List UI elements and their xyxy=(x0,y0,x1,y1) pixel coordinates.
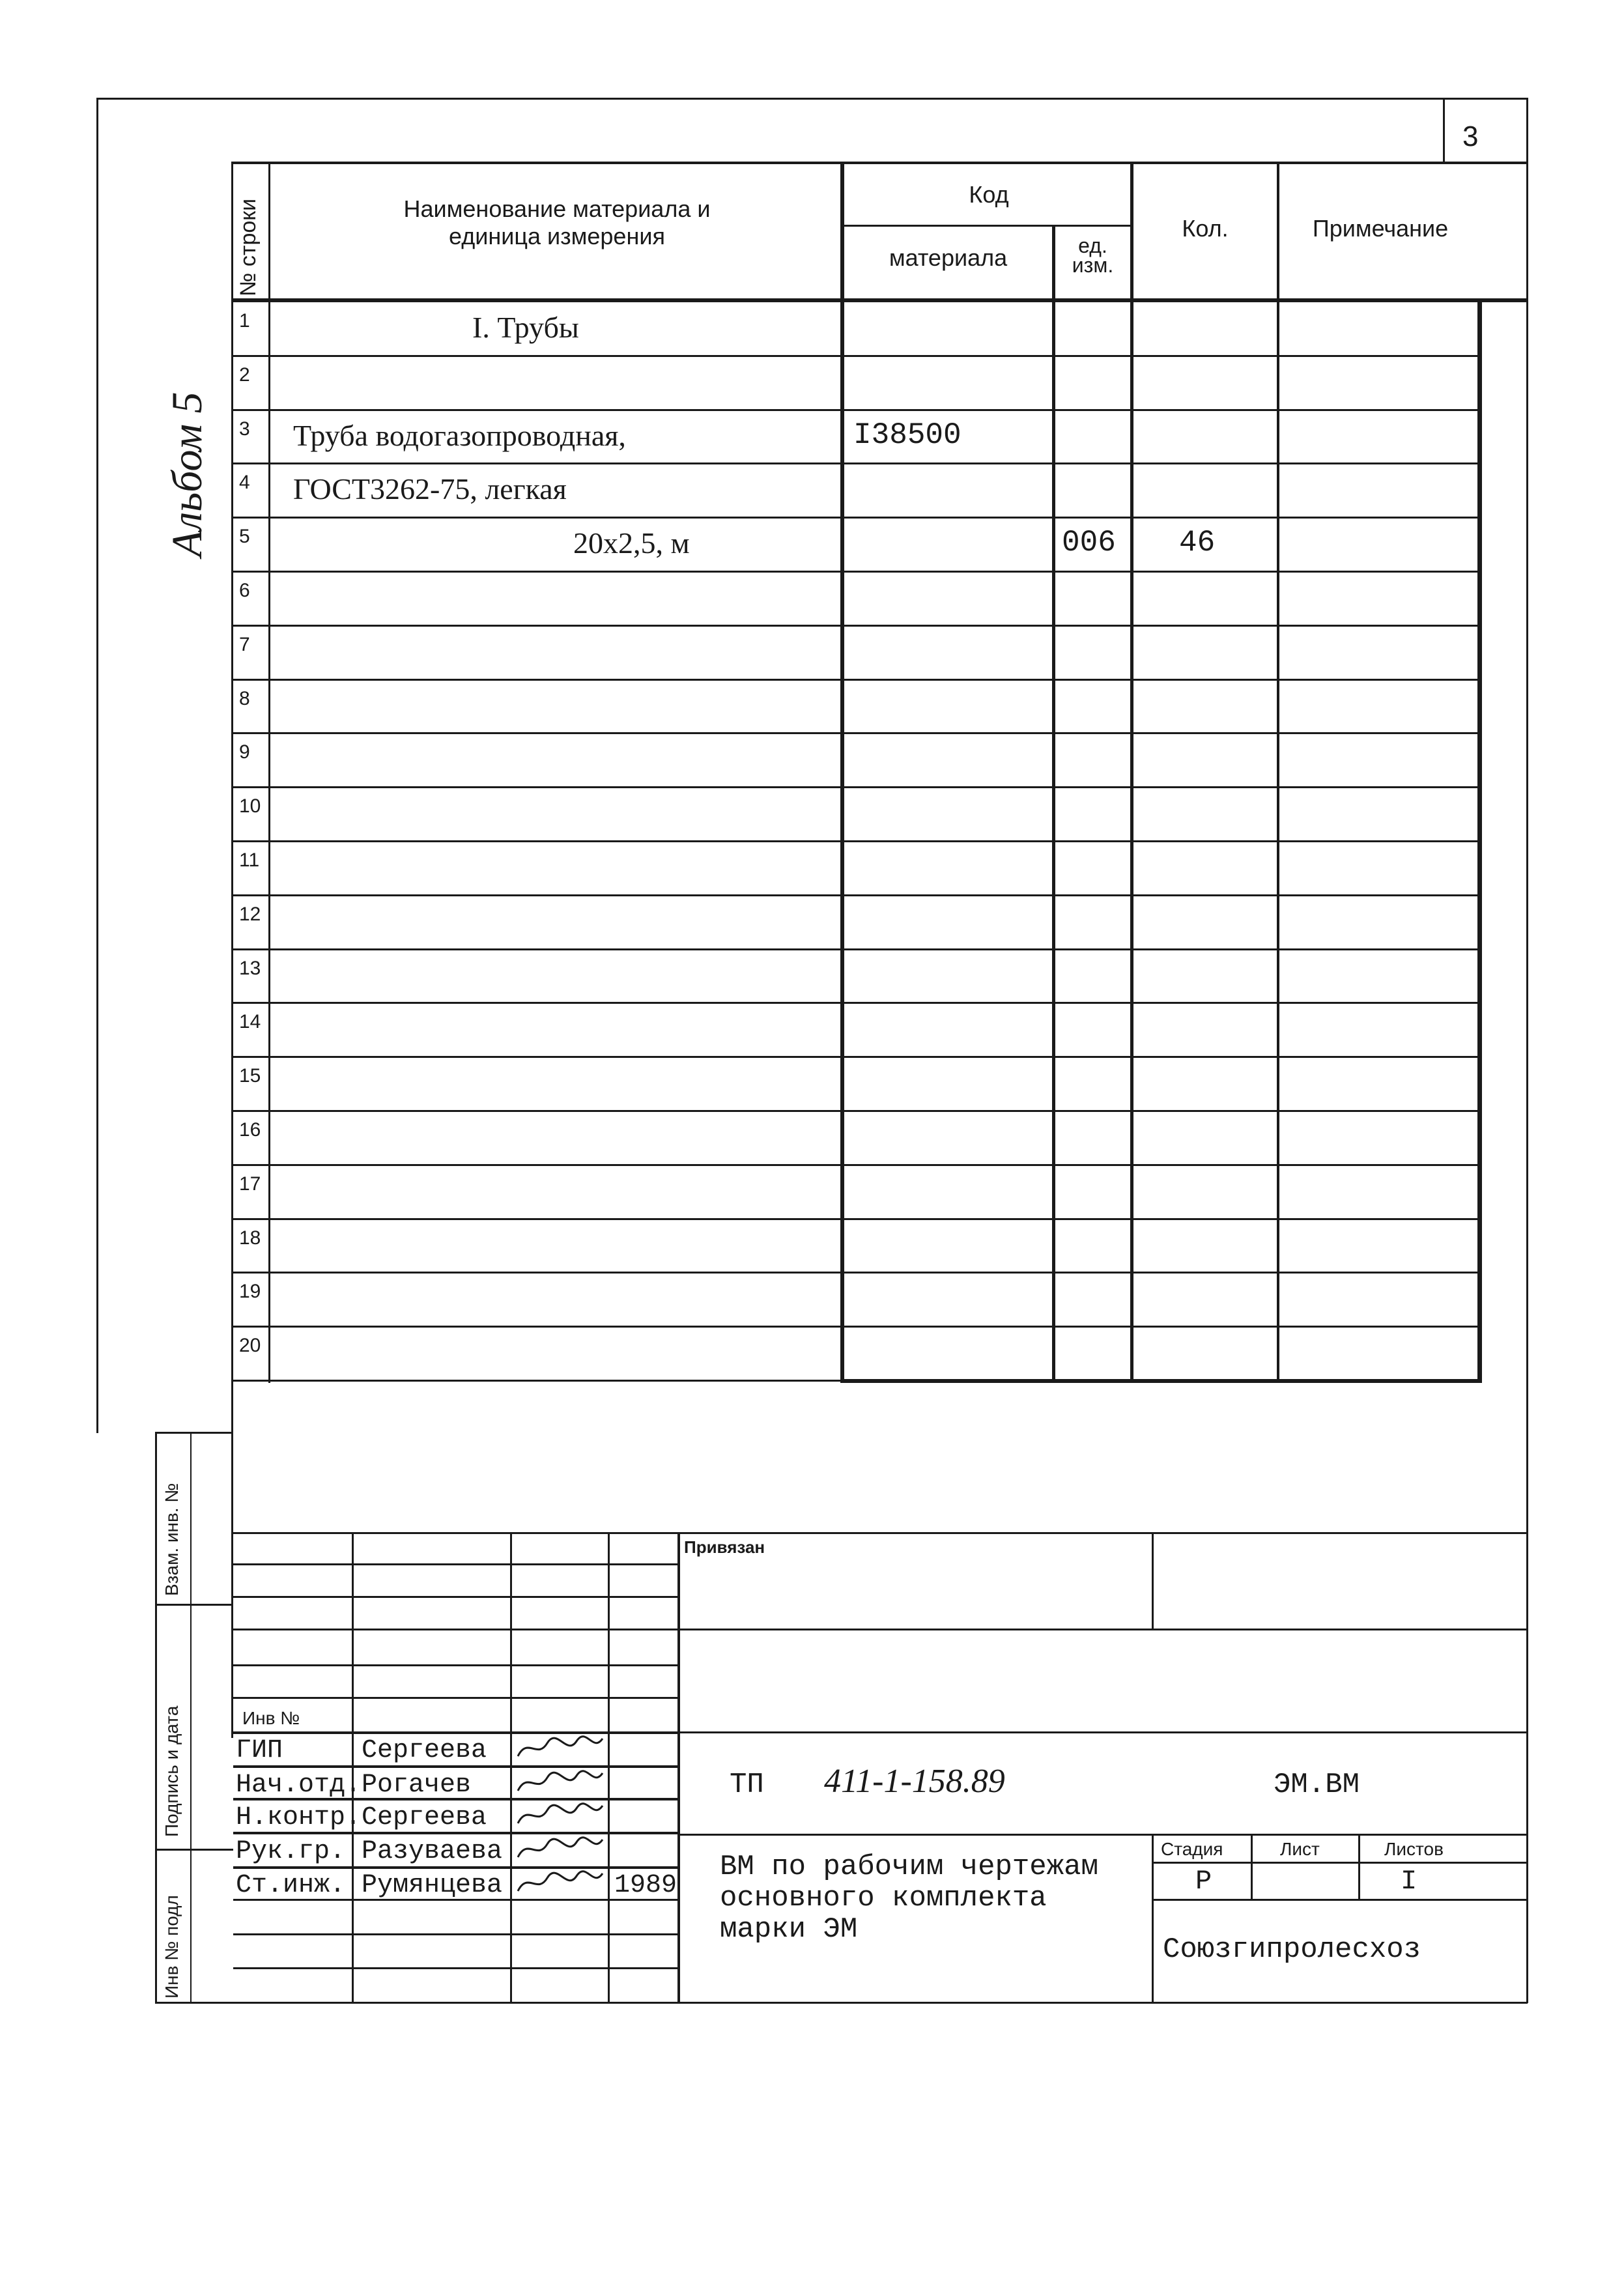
row-name: I. Трубы xyxy=(472,311,579,344)
col-qty xyxy=(1130,162,1133,1383)
staff-name: Разуваева xyxy=(362,1837,503,1866)
staff-role: Нач.отд. xyxy=(236,1771,362,1800)
row-number: 12 xyxy=(239,903,261,925)
header-unit: ед. изм. xyxy=(1072,234,1114,277)
row-qty: 46 xyxy=(1179,526,1216,560)
staff-year: 1989 xyxy=(614,1871,677,1900)
row-line xyxy=(231,679,1479,681)
staff-role: ГИП xyxy=(236,1736,283,1765)
row-name: ГОСТ3262-75, легкая xyxy=(293,472,567,506)
row-number: 13 xyxy=(239,957,261,979)
stage-value: Р xyxy=(1195,1866,1212,1897)
row-name: Труба водогазопроводная, xyxy=(293,418,626,452)
staff-name: Рогачев xyxy=(362,1771,472,1800)
stamp-row-line-heavy xyxy=(233,1765,679,1768)
row-line xyxy=(231,1110,1479,1112)
stamp-stage-row xyxy=(1152,1862,1528,1864)
row-line xyxy=(231,1218,1479,1220)
staff-role: Ст.инж. xyxy=(236,1871,346,1900)
stamp-row-line xyxy=(233,1629,679,1630)
signature-icon xyxy=(515,1800,606,1830)
row-number: 16 xyxy=(239,1119,261,1141)
stamp-right-row3 xyxy=(677,1834,1528,1836)
signature-icon xyxy=(515,1733,606,1763)
stamp-row-line-heavy xyxy=(233,1866,679,1869)
frame-top xyxy=(96,98,1528,100)
doc-mark: ЭМ.ВМ xyxy=(1274,1769,1360,1801)
row-number: 3 xyxy=(239,418,250,440)
album-note: Альбом 5 xyxy=(164,391,211,557)
signature-icon xyxy=(515,1868,606,1898)
sheet-label: Лист xyxy=(1280,1839,1320,1859)
stamp-row-line xyxy=(233,1563,679,1565)
staff-name: Румянцева xyxy=(362,1871,503,1900)
row-number: 15 xyxy=(239,1065,261,1087)
code-divider xyxy=(840,225,1133,227)
row-line xyxy=(231,355,1479,357)
stamp-right-row2 xyxy=(677,1731,1528,1733)
row-number: 18 xyxy=(239,1227,261,1249)
row-number: 20 xyxy=(239,1335,261,1357)
signature-icon xyxy=(515,1768,606,1798)
side-strip-div2 xyxy=(155,1604,233,1606)
row-number: 2 xyxy=(239,363,250,386)
header-qty: Кол. xyxy=(1182,215,1229,242)
header-note: Примечание xyxy=(1312,215,1449,242)
row-line xyxy=(231,948,1479,950)
sheet-box-left xyxy=(1443,98,1445,163)
table-top xyxy=(231,162,1528,164)
side-strip-top xyxy=(155,1432,233,1434)
row-line xyxy=(231,1326,1479,1328)
frame-bottom xyxy=(155,2002,1528,2004)
row-number: 14 xyxy=(239,1011,261,1033)
doc-prefix: ТП xyxy=(730,1769,764,1801)
row-line xyxy=(231,1164,1479,1166)
row-line xyxy=(231,894,1479,896)
row-number: 19 xyxy=(239,1281,261,1303)
frame-left xyxy=(96,98,98,1433)
row-name: 20x2,5, м xyxy=(573,526,690,560)
row-line xyxy=(231,517,1479,519)
header-bottom xyxy=(231,298,1528,302)
staff-role: Н.контр. xyxy=(236,1803,362,1832)
sheets-label: Листов xyxy=(1384,1839,1444,1859)
label-sign-date: Подпись и дата xyxy=(162,1705,182,1837)
side-strip-div1 xyxy=(190,1433,192,2003)
stamp-privyazan-div xyxy=(1152,1532,1154,1630)
row-line xyxy=(231,786,1479,788)
sheets-value: I xyxy=(1401,1866,1417,1897)
header-code: Код xyxy=(969,181,1009,208)
row-line xyxy=(231,1380,1479,1382)
stamp-info-div xyxy=(1152,1834,1154,2003)
staff-name: Сергеева xyxy=(362,1803,487,1832)
stamp-row-line-heavy xyxy=(233,1731,679,1734)
row-line xyxy=(231,625,1479,627)
row-number: 10 xyxy=(239,795,261,818)
row-line xyxy=(231,409,1479,411)
privyazan-label: Привязан xyxy=(684,1537,765,1557)
doc-number: 411-1-158.89 xyxy=(824,1763,1005,1800)
label-replaced-inv: Взам. инв. № xyxy=(162,1483,182,1596)
staff-role: Рук.гр. xyxy=(236,1837,346,1866)
stamp-top xyxy=(231,1532,1528,1534)
stamp-stage-col2 xyxy=(1358,1834,1360,1899)
organization: Союзгипролесхоз xyxy=(1163,1933,1421,1966)
inv-no-label: Инв № xyxy=(242,1708,300,1728)
row-line xyxy=(231,1272,1479,1274)
stamp-row-line xyxy=(233,1967,679,1969)
row-number: 5 xyxy=(239,526,250,548)
stage-label: Стадия xyxy=(1161,1839,1223,1859)
row-line xyxy=(231,840,1479,842)
row-number: 7 xyxy=(239,633,250,655)
row-unit: 006 xyxy=(1062,526,1116,560)
sheet-number: 3 xyxy=(1462,121,1479,152)
row-line xyxy=(231,1002,1479,1004)
staff-name: Сергеева xyxy=(362,1736,487,1765)
col-note xyxy=(1277,162,1279,1383)
side-strip-div3 xyxy=(155,1849,233,1851)
label-inv-orig: Инв № подл xyxy=(162,1895,182,1999)
row-number: 17 xyxy=(239,1173,261,1195)
row-number: 8 xyxy=(239,687,250,709)
col-material xyxy=(840,162,844,1383)
stamp-stage-col1 xyxy=(1251,1834,1253,1899)
doc-title: ВМ по рабочим чертежам основного комплекта марки ЭМ xyxy=(720,1851,1098,1946)
frame-right xyxy=(1526,98,1528,2003)
signature-icon xyxy=(515,1834,606,1864)
stamp-stage-row2 xyxy=(1152,1899,1528,1901)
row-line xyxy=(231,462,1479,464)
col-unit xyxy=(1052,225,1055,1383)
stamp-row-line xyxy=(233,1933,679,1935)
row-number: 9 xyxy=(239,741,250,763)
stamp-row-line xyxy=(233,1596,679,1598)
stamp-right-row1 xyxy=(677,1629,1528,1630)
header-material: материала xyxy=(889,244,1008,271)
header-name: Наименование материала и единица измерения xyxy=(403,195,711,249)
row-number: 11 xyxy=(239,849,260,871)
row-number: 4 xyxy=(239,472,250,494)
col-rownum xyxy=(268,162,270,1383)
row-line xyxy=(231,571,1479,573)
row-number: 1 xyxy=(239,310,250,332)
row-line xyxy=(231,732,1479,734)
header-row-number: № строки xyxy=(236,198,261,296)
row-number: 6 xyxy=(239,580,250,601)
stamp-row-line xyxy=(233,1697,679,1699)
side-strip-left xyxy=(155,1433,157,2003)
stamp-row-line xyxy=(233,1664,679,1666)
row-material: I38500 xyxy=(853,418,962,452)
row-line xyxy=(231,1056,1479,1058)
